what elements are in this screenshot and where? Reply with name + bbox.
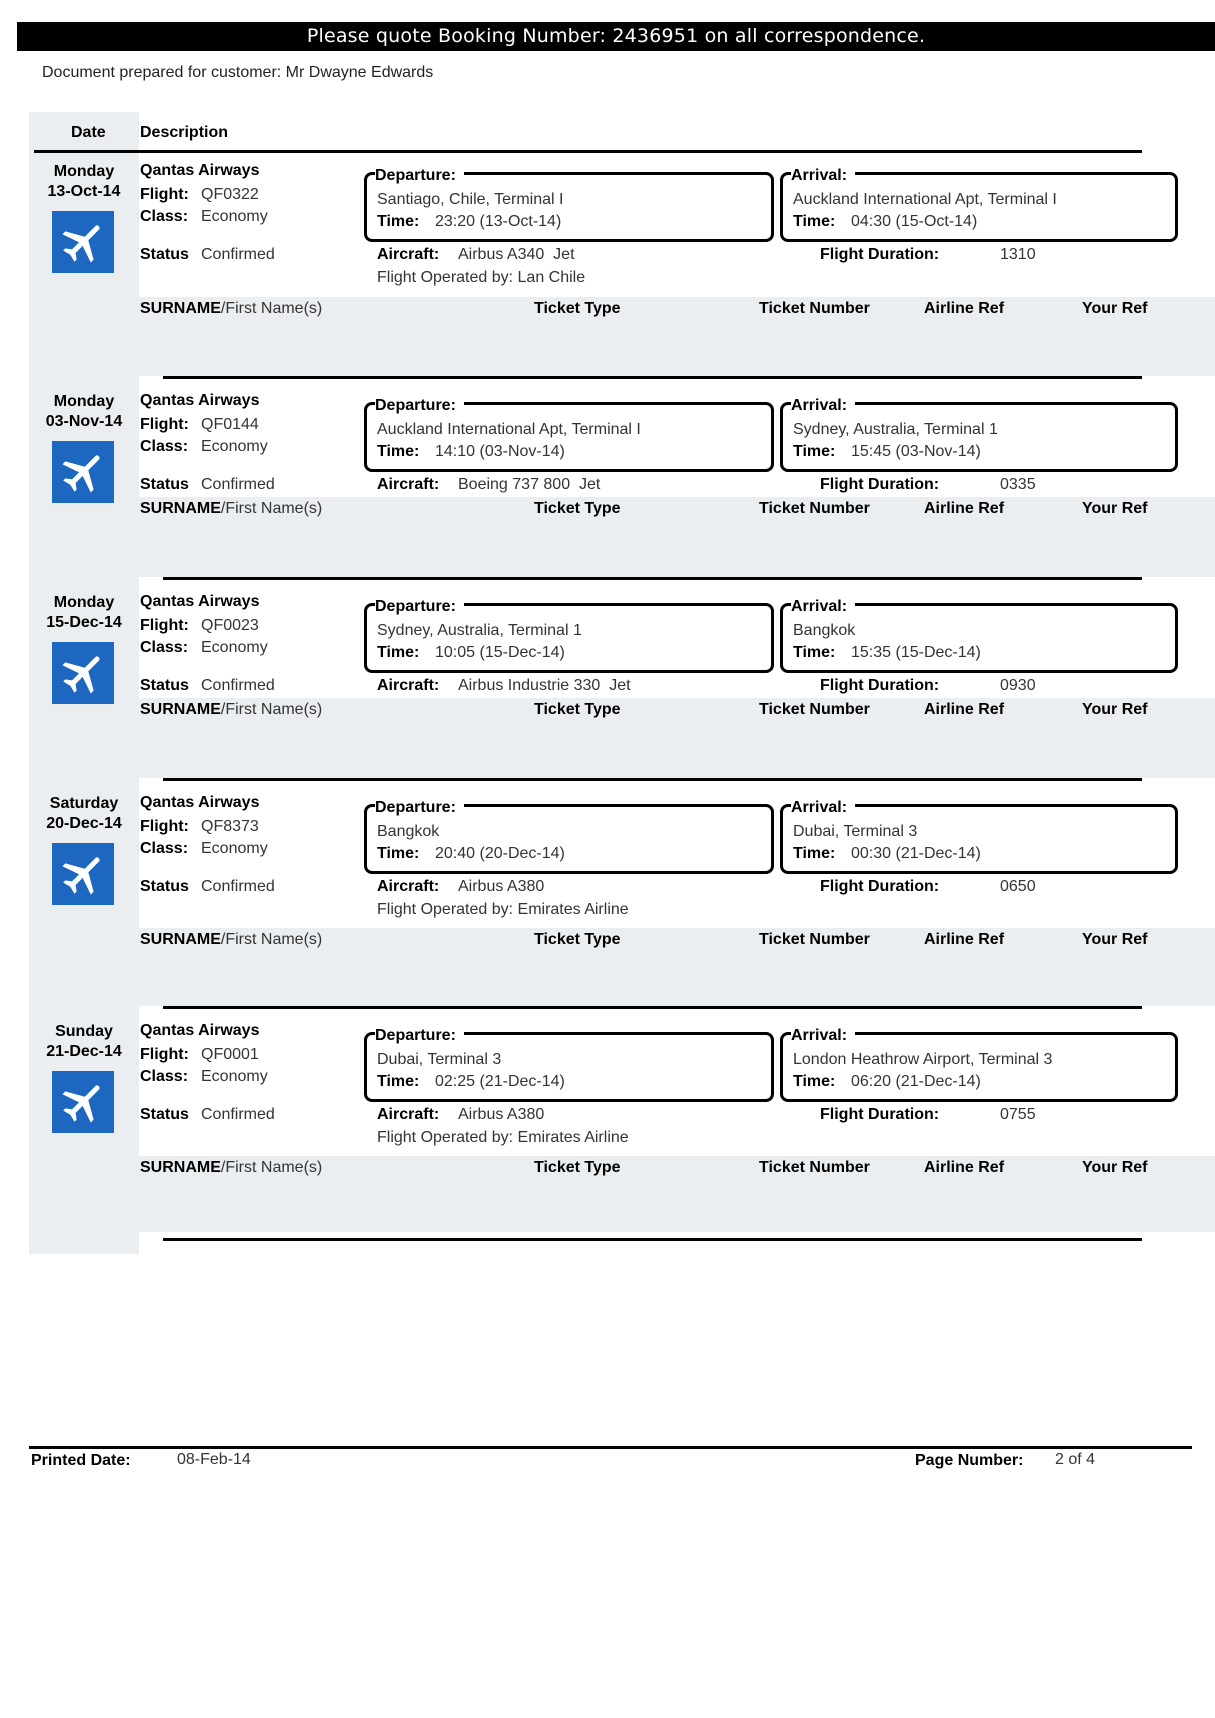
airplane-icon bbox=[52, 642, 114, 704]
arrival-label: Arrival: bbox=[791, 799, 855, 817]
flight-label: Flight: bbox=[140, 1046, 189, 1063]
arrival-place: Bangkok bbox=[793, 622, 856, 639]
segment-date-value: 03-Nov-14 bbox=[45, 413, 123, 430]
arrival-place: Dubai, Terminal 3 bbox=[793, 823, 918, 840]
passenger-name-header: SURNAME/First Name(s) bbox=[140, 500, 323, 517]
ticket-type-header: Ticket Type bbox=[534, 931, 621, 948]
flight-number: QF0023 bbox=[201, 617, 259, 634]
status-value: Confirmed bbox=[201, 677, 275, 694]
passenger-name-header: SURNAME/First Name(s) bbox=[140, 300, 323, 317]
flight-duration-label: Flight Duration: bbox=[820, 878, 940, 895]
arrival-time: 15:45 (03-Nov-14) bbox=[851, 443, 981, 460]
ticket-type-header: Ticket Type bbox=[534, 1159, 621, 1176]
arrival-time: 00:30 (21-Dec-14) bbox=[851, 845, 981, 862]
status-label: Status bbox=[140, 246, 189, 263]
departure-box bbox=[364, 167, 774, 242]
ticket-number-header: Ticket Number bbox=[759, 1159, 870, 1176]
aircraft-value: Airbus Industrie 330 Jet bbox=[458, 677, 631, 694]
departure-time: 23:20 (13-Oct-14) bbox=[435, 213, 562, 230]
flight-duration-value: 0930 bbox=[1000, 677, 1036, 694]
segment-date bbox=[29, 162, 139, 202]
arrival-box bbox=[780, 1027, 1178, 1102]
status-label: Status bbox=[140, 476, 189, 493]
departure-time: 20:40 (20-Dec-14) bbox=[435, 845, 565, 862]
departure-place: Bangkok bbox=[377, 823, 440, 840]
status-value: Confirmed bbox=[201, 476, 275, 493]
aircraft-value: Boeing 737 800 Jet bbox=[458, 476, 601, 493]
ticket-number-header: Ticket Number bbox=[759, 931, 870, 948]
arrival-time-label: Time: bbox=[793, 644, 836, 661]
flight-number: QF8373 bbox=[201, 818, 259, 835]
departure-time: 14:10 (03-Nov-14) bbox=[435, 443, 565, 460]
class-value: Economy bbox=[201, 208, 268, 225]
arrival-time-label: Time: bbox=[793, 1073, 836, 1090]
status-label: Status bbox=[140, 677, 189, 694]
departure-label: Departure: bbox=[375, 167, 464, 185]
airline-ref-header: Airline Ref bbox=[924, 931, 1005, 948]
your-ref-header: Your Ref bbox=[1082, 701, 1148, 718]
class-value: Economy bbox=[201, 840, 268, 857]
departure-label: Departure: bbox=[375, 799, 464, 817]
aircraft-label: Aircraft: bbox=[377, 677, 440, 694]
arrival-time-label: Time: bbox=[793, 845, 836, 862]
flight-label: Flight: bbox=[140, 818, 189, 835]
class-label: Class: bbox=[140, 840, 189, 857]
flight-duration-label: Flight Duration: bbox=[820, 677, 940, 694]
flight-duration-label: Flight Duration: bbox=[820, 476, 940, 493]
class-value: Economy bbox=[201, 639, 268, 656]
class-label: Class: bbox=[140, 438, 189, 455]
segment-date-value: 15-Dec-14 bbox=[46, 614, 122, 631]
airline-ref-header: Airline Ref bbox=[924, 701, 1005, 718]
departure-place: Sydney, Australia, Terminal 1 bbox=[377, 622, 582, 639]
ticket-number-header: Ticket Number bbox=[759, 701, 870, 718]
segment-divider bbox=[163, 577, 1142, 580]
segment-date-value: 13-Oct-14 bbox=[47, 183, 121, 200]
aircraft-label: Aircraft: bbox=[377, 1106, 440, 1123]
arrival-label: Arrival: bbox=[791, 397, 855, 415]
flight-number: QF0144 bbox=[201, 416, 259, 433]
your-ref-header: Your Ref bbox=[1082, 500, 1148, 517]
arrival-time: 04:30 (15-Oct-14) bbox=[851, 213, 978, 230]
arrival-box bbox=[780, 799, 1178, 874]
header-divider bbox=[34, 150, 1142, 153]
prepared-for-text: Document prepared for customer: Mr Dwayne Edwards bbox=[42, 64, 434, 81]
airline-name: Qantas Airways bbox=[140, 392, 260, 409]
airplane-icon bbox=[52, 1071, 114, 1133]
your-ref-header: Your Ref bbox=[1082, 931, 1148, 948]
aircraft-value: Airbus A380 bbox=[458, 878, 545, 895]
arrival-label: Arrival: bbox=[791, 167, 855, 185]
departure-place: Dubai, Terminal 3 bbox=[377, 1051, 502, 1068]
operated-by-text: Flight Operated by: Emirates Airline bbox=[377, 1129, 629, 1146]
flight-duration-value: 0755 bbox=[1000, 1106, 1036, 1123]
arrival-time: 06:20 (21-Dec-14) bbox=[851, 1073, 981, 1090]
airline-ref-header: Airline Ref bbox=[924, 500, 1005, 517]
flight-label: Flight: bbox=[140, 617, 189, 634]
departure-time-label: Time: bbox=[377, 443, 420, 460]
departure-label: Departure: bbox=[375, 1027, 464, 1045]
airline-name: Qantas Airways bbox=[140, 1022, 260, 1039]
itinerary-end-divider bbox=[163, 1238, 1142, 1241]
class-label: Class: bbox=[140, 1068, 189, 1085]
airline-ref-header: Airline Ref bbox=[924, 1159, 1005, 1176]
passenger-name-header: SURNAME/First Name(s) bbox=[140, 1159, 323, 1176]
segment-date-value: 20-Dec-14 bbox=[46, 815, 122, 832]
departure-place: Santiago, Chile, Terminal I bbox=[377, 191, 564, 208]
aircraft-value: Airbus A380 bbox=[458, 1106, 545, 1123]
airline-name: Qantas Airways bbox=[140, 794, 260, 811]
aircraft-label: Aircraft: bbox=[377, 878, 440, 895]
page-number-value: 2 of 4 bbox=[1055, 1451, 1096, 1468]
passenger-band bbox=[139, 497, 1215, 577]
departure-box bbox=[364, 598, 774, 673]
aircraft-label: Aircraft: bbox=[377, 246, 440, 263]
departure-label: Departure: bbox=[375, 397, 464, 415]
departure-box bbox=[364, 397, 774, 472]
arrival-time-label: Time: bbox=[793, 443, 836, 460]
segment-weekday: Saturday bbox=[49, 795, 119, 812]
arrival-time-label: Time: bbox=[793, 213, 836, 230]
arrival-place: Auckland International Apt, Terminal I bbox=[793, 191, 1057, 208]
operated-by-text: Flight Operated by: Lan Chile bbox=[377, 269, 586, 286]
arrival-time: 15:35 (15-Dec-14) bbox=[851, 644, 981, 661]
ticket-type-header: Ticket Type bbox=[534, 300, 621, 317]
page-number-label: Page Number: bbox=[915, 1452, 1024, 1469]
footer-divider bbox=[29, 1446, 1192, 1449]
departure-time-label: Time: bbox=[377, 845, 420, 862]
arrival-box bbox=[780, 167, 1178, 242]
passenger-band bbox=[139, 1156, 1215, 1232]
flight-number: QF0322 bbox=[201, 186, 259, 203]
passenger-name-header: SURNAME/First Name(s) bbox=[140, 931, 323, 948]
status-value: Confirmed bbox=[201, 1106, 275, 1123]
arrival-label: Arrival: bbox=[791, 1027, 855, 1045]
class-label: Class: bbox=[140, 639, 189, 656]
flight-number: QF0001 bbox=[201, 1046, 259, 1063]
airplane-icon bbox=[52, 211, 114, 273]
segment-date-value: 21-Dec-14 bbox=[46, 1043, 122, 1060]
departure-box bbox=[364, 799, 774, 874]
segment-date bbox=[29, 1022, 139, 1062]
aircraft-label: Aircraft: bbox=[377, 476, 440, 493]
flight-label: Flight: bbox=[140, 186, 189, 203]
segment-date bbox=[29, 794, 139, 834]
flight-duration-label: Flight Duration: bbox=[820, 246, 940, 263]
airline-name: Qantas Airways bbox=[140, 162, 260, 179]
status-label: Status bbox=[140, 1106, 189, 1123]
airplane-icon bbox=[52, 441, 114, 503]
segment-divider bbox=[163, 376, 1142, 379]
status-value: Confirmed bbox=[201, 246, 275, 263]
segment-divider bbox=[163, 1006, 1142, 1009]
booking-banner: Please quote Booking Number: 2436951 on all correspondence. bbox=[17, 22, 1215, 51]
passenger-band bbox=[139, 297, 1215, 376]
flight-duration-value: 0650 bbox=[1000, 878, 1036, 895]
segment-date bbox=[29, 593, 139, 633]
flight-duration-label: Flight Duration: bbox=[820, 1106, 940, 1123]
class-value: Economy bbox=[201, 438, 268, 455]
segment-weekday: Monday bbox=[53, 393, 115, 410]
segment-weekday: Sunday bbox=[55, 1023, 113, 1040]
departure-label: Departure: bbox=[375, 598, 464, 616]
flight-duration-value: 1310 bbox=[1000, 246, 1036, 263]
ticket-number-header: Ticket Number bbox=[759, 300, 870, 317]
aircraft-value: Airbus A340 Jet bbox=[458, 246, 575, 263]
description-column-header: Description bbox=[140, 124, 229, 141]
segment-divider bbox=[163, 778, 1142, 781]
printed-date-label: Printed Date: bbox=[31, 1452, 131, 1469]
arrival-box bbox=[780, 598, 1178, 673]
airplane-icon bbox=[52, 843, 114, 905]
arrival-label: Arrival: bbox=[791, 598, 855, 616]
arrival-place: London Heathrow Airport, Terminal 3 bbox=[793, 1051, 1053, 1068]
airline-ref-header: Airline Ref bbox=[924, 300, 1005, 317]
class-value: Economy bbox=[201, 1068, 268, 1085]
class-label: Class: bbox=[140, 208, 189, 225]
departure-time-label: Time: bbox=[377, 213, 420, 230]
your-ref-header: Your Ref bbox=[1082, 1159, 1148, 1176]
passenger-band bbox=[139, 928, 1215, 1006]
segment-weekday: Monday bbox=[53, 594, 115, 611]
status-value: Confirmed bbox=[201, 878, 275, 895]
departure-time: 02:25 (21-Dec-14) bbox=[435, 1073, 565, 1090]
departure-place: Auckland International Apt, Terminal I bbox=[377, 421, 641, 438]
segment-date bbox=[29, 392, 139, 432]
departure-time: 10:05 (15-Dec-14) bbox=[435, 644, 565, 661]
departure-box bbox=[364, 1027, 774, 1102]
status-label: Status bbox=[140, 878, 189, 895]
passenger-name-header: SURNAME/First Name(s) bbox=[140, 701, 323, 718]
ticket-type-header: Ticket Type bbox=[534, 500, 621, 517]
ticket-type-header: Ticket Type bbox=[534, 701, 621, 718]
arrival-box bbox=[780, 397, 1178, 472]
date-column-header: Date bbox=[71, 124, 106, 141]
printed-date-value: 08-Feb-14 bbox=[177, 1451, 251, 1468]
arrival-place: Sydney, Australia, Terminal 1 bbox=[793, 421, 998, 438]
flight-duration-value: 0335 bbox=[1000, 476, 1036, 493]
departure-time-label: Time: bbox=[377, 1073, 420, 1090]
ticket-number-header: Ticket Number bbox=[759, 500, 870, 517]
departure-time-label: Time: bbox=[377, 644, 420, 661]
operated-by-text: Flight Operated by: Emirates Airline bbox=[377, 901, 629, 918]
your-ref-header: Your Ref bbox=[1082, 300, 1148, 317]
segment-weekday: Monday bbox=[53, 163, 115, 180]
airline-name: Qantas Airways bbox=[140, 593, 260, 610]
passenger-band bbox=[139, 698, 1215, 778]
flight-label: Flight: bbox=[140, 416, 189, 433]
